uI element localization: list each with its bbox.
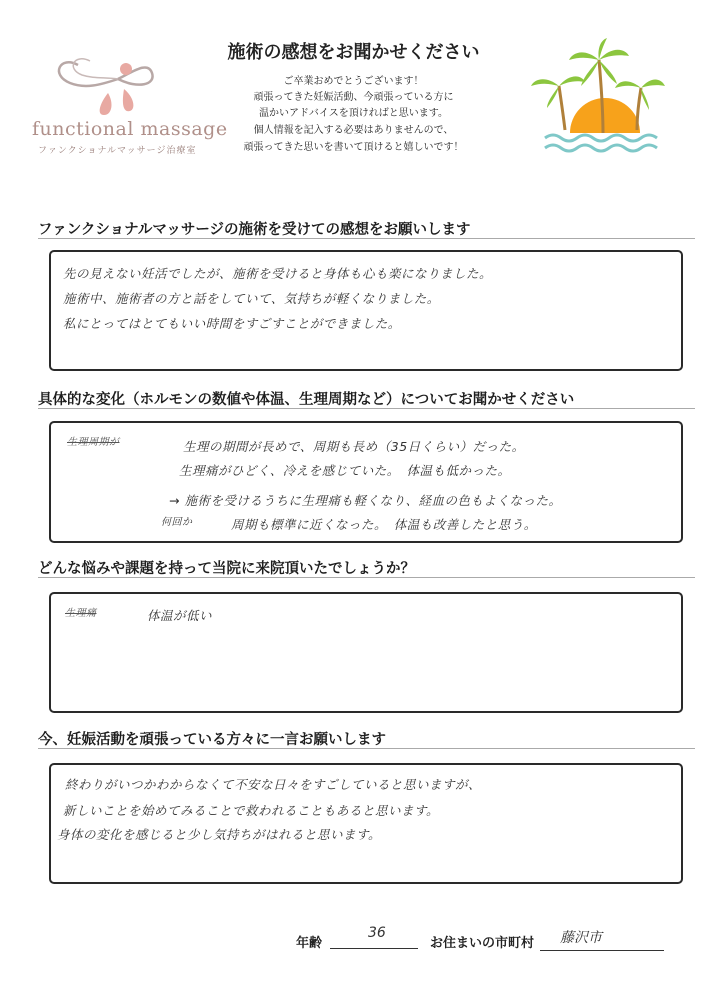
section-divider (38, 408, 695, 409)
intro-line: 頑張ってきた思いを書いて頂けると嬉しいです！ (243, 142, 464, 153)
section-title-advice: 今、妊娠活動を頑張っている方々に一言お願いします (38, 732, 386, 748)
section-divider (38, 748, 695, 749)
section-divider (38, 238, 695, 239)
answer-line: 周期も標準に近くなった。 体温も改善したと思う。 (231, 517, 537, 532)
intro-line: ご卒業おめでとうございます！ (283, 76, 424, 87)
answer-line: 体温が低い (147, 608, 213, 623)
struck-text: 生理痛 (65, 608, 97, 619)
age-label: 年齢 (296, 936, 323, 951)
answer-box-concerns (49, 592, 683, 713)
section-title-impressions: ファンクショナルマッサージの施術を受けての感想をお願いします (38, 222, 471, 238)
city-label: お住まいの市町村 (430, 936, 535, 951)
logo-text: functional massage (32, 118, 228, 140)
city-value: 藤沢市 (560, 930, 602, 946)
section-divider (38, 577, 695, 578)
section-title-concerns: どんな悩みや課題を持って当院に来院頂いたでしょうか？ (38, 561, 415, 577)
answer-line: 施術中、施術者の方と話をしていて、気持ちが軽くなりました。 (63, 291, 440, 306)
answer-box-changes (49, 421, 683, 543)
answer-box-advice (49, 763, 683, 884)
insert-mark: 何回か (161, 517, 193, 528)
answer-line: 先の見えない妊活でしたが、施術を受けると身体も心も楽になりました。 (63, 266, 493, 281)
answer-line: 終わりがいつかわからなくて不安な日々をすごしていると思いますが、 (65, 777, 482, 792)
age-underline (330, 948, 418, 949)
answer-line: → 施術を受けるうちに生理痛も軽くなり、経血の色もよくなった。 (169, 493, 562, 508)
logo-subtitle: ファンクショナルマッサージ治療室 (38, 146, 197, 156)
answer-line: 生理痛がひどく、冷えを感じていた。 体温も低かった。 (179, 463, 511, 478)
intro-line: 温かいアドバイスを頂ければと思います。 (259, 108, 448, 119)
section-title-changes: 具体的な変化（ホルモンの数値や体温、生理周期など）についてお聞かせください (38, 392, 575, 408)
answer-line: 私にとってはとてもいい時間をすごすことができました。 (63, 316, 401, 331)
city-underline (540, 950, 664, 951)
answer-box-impressions (49, 250, 683, 371)
answer-line: 身体の変化を感じると少し気持ちがはれると思います。 (57, 827, 382, 842)
intro-line: 頑張ってきた妊娠活動、今頑張っている方に (253, 92, 454, 103)
age-value: 36 (368, 925, 386, 941)
page-title: 施術の感想をお聞かせください (227, 42, 480, 63)
answer-line: 生理の期間が長めで、周期も長め（35日くらい）だった。 (183, 439, 525, 454)
struck-text: 生理周期が (67, 437, 120, 448)
palm-sunset-icon (525, 38, 665, 158)
intro-line: 個人情報を記入する必要はありませんので、 (253, 125, 454, 136)
answer-line: 新しいことを始めてみることで救われることもあると思います。 (63, 803, 440, 818)
